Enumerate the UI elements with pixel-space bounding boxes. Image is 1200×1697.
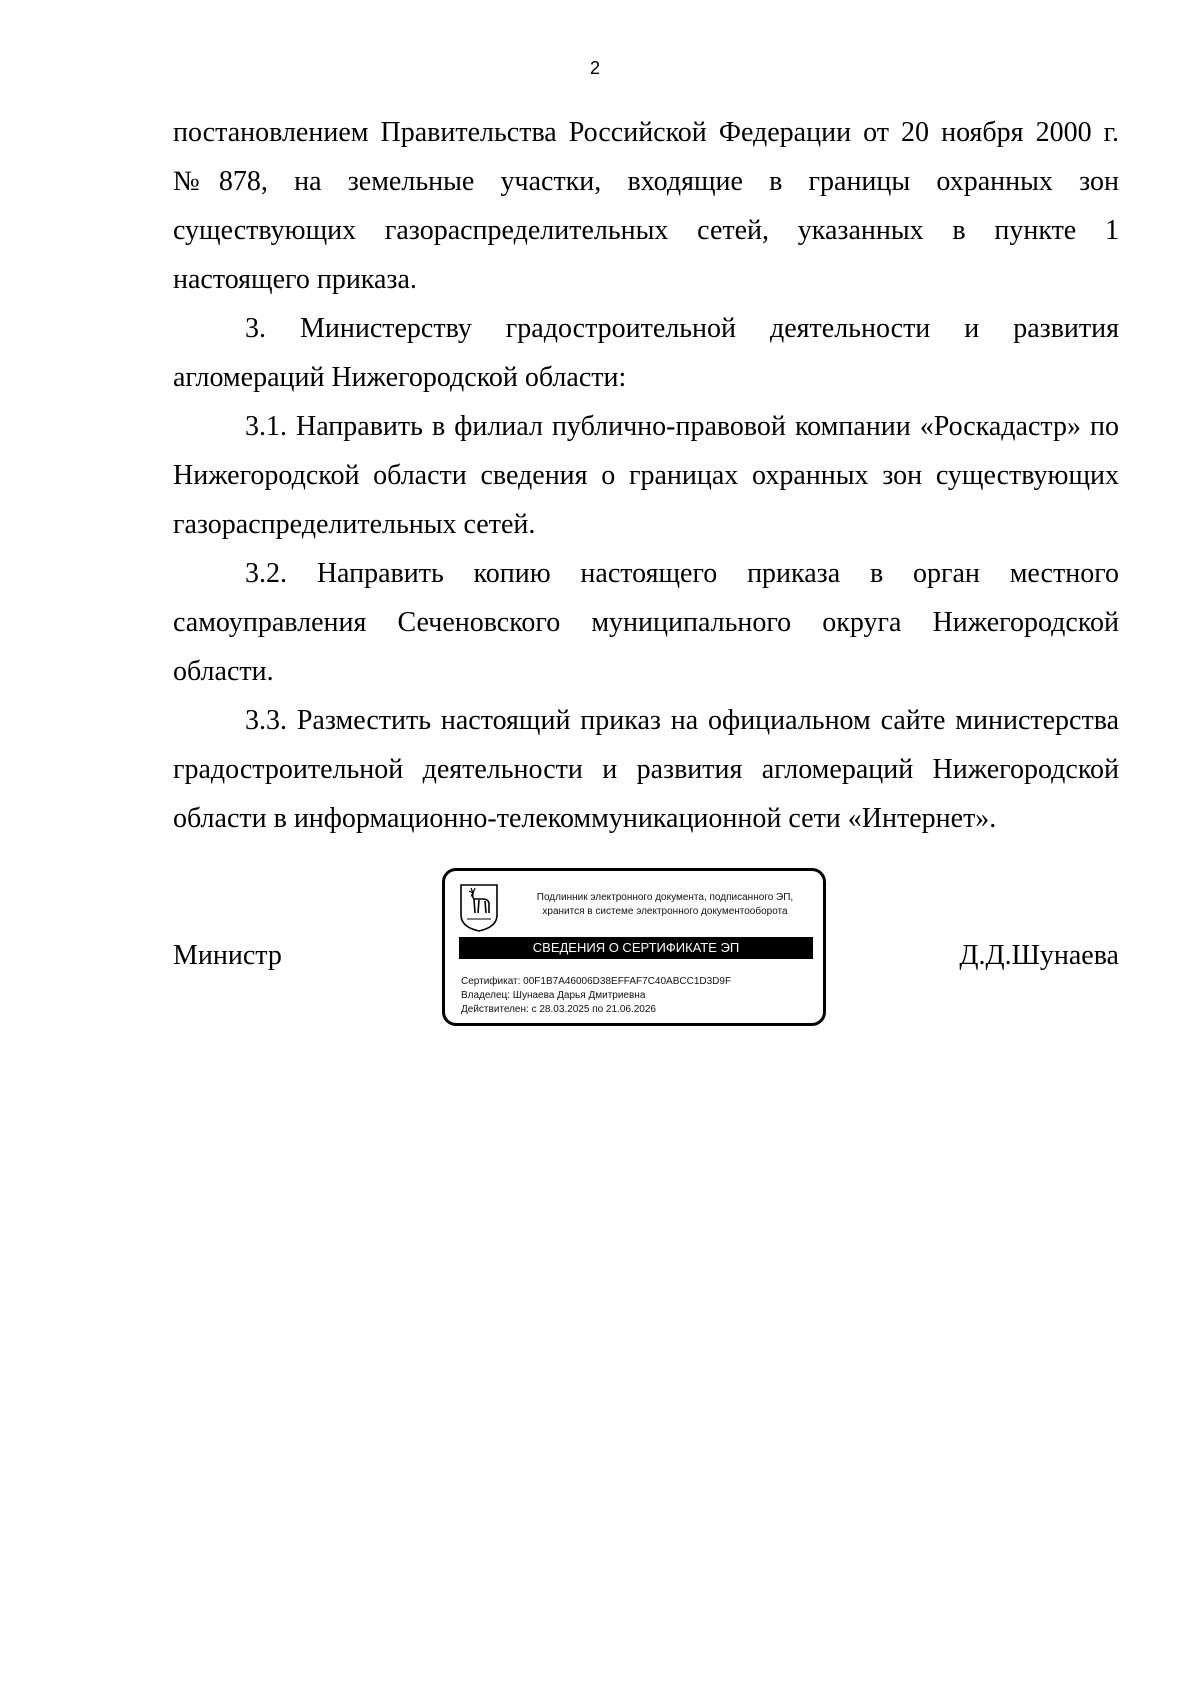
stamp-note-line-1: Подлинник электронного документа, подписанного ЭП, <box>536 892 794 903</box>
certificate-validity: Действителен: с 28.03.2025 по 21.06.2026 <box>461 1004 656 1015</box>
document-body <box>173 108 1119 843</box>
signatory-title: Министр <box>173 940 282 971</box>
electronic-signature-stamp <box>442 868 826 1026</box>
paragraph-item-3-1: 3.1. Направить в филиал публично-правовой компании «Роскадастр» по Нижегородской области сведения о границах охранных зон существующих газораспределительных сетей. <box>173 411 1119 540</box>
nizhny-novgorod-deer-emblem-icon <box>459 883 499 933</box>
signatory-name: Д.Д.Шунаева <box>959 940 1119 971</box>
paragraph-continuation: постановлением Правительства Российской Федерации от 20 ноября 2000 г. №878, на земельные участки, входящие в границы охранных зон существующих газораспределительных сетей, указанных в пункте 1 настоящего приказа. <box>173 117 1119 295</box>
page-number: 2 <box>589 58 600 78</box>
certificate-number: Сертификат: 00F1B7A46006D38EFFAF7C40ABCC1D3D9F <box>461 976 732 987</box>
stamp-note <box>515 891 815 919</box>
certificate-owner: Владелец: Шунаева Дарья Дмитриевна <box>461 990 646 1001</box>
stamp-note-line-2: хранится в системе электронного документооборота <box>542 906 788 917</box>
stamp-certificate-details <box>461 975 811 1017</box>
paragraph-item-3-2: 3.2. Направить копию настоящего приказа в орган местного самоуправления Сеченовского муниципального округа Нижегородской области. <box>173 558 1119 687</box>
paragraph-item-3-3: 3.3. Разместить настоящий приказ на официальном сайте министерства градостроительной деятельности и развития агломераций Нижегородской области в информационно-телекоммуникационной сети «Интернет». <box>173 705 1119 834</box>
stamp-certificate-heading: СВЕДЕНИЯ О СЕРТИФИКАТЕ ЭП <box>459 937 813 959</box>
paragraph-item-3: 3. Министерству градостроительной деятельности и развития агломераций Нижегородской области: <box>173 313 1119 393</box>
